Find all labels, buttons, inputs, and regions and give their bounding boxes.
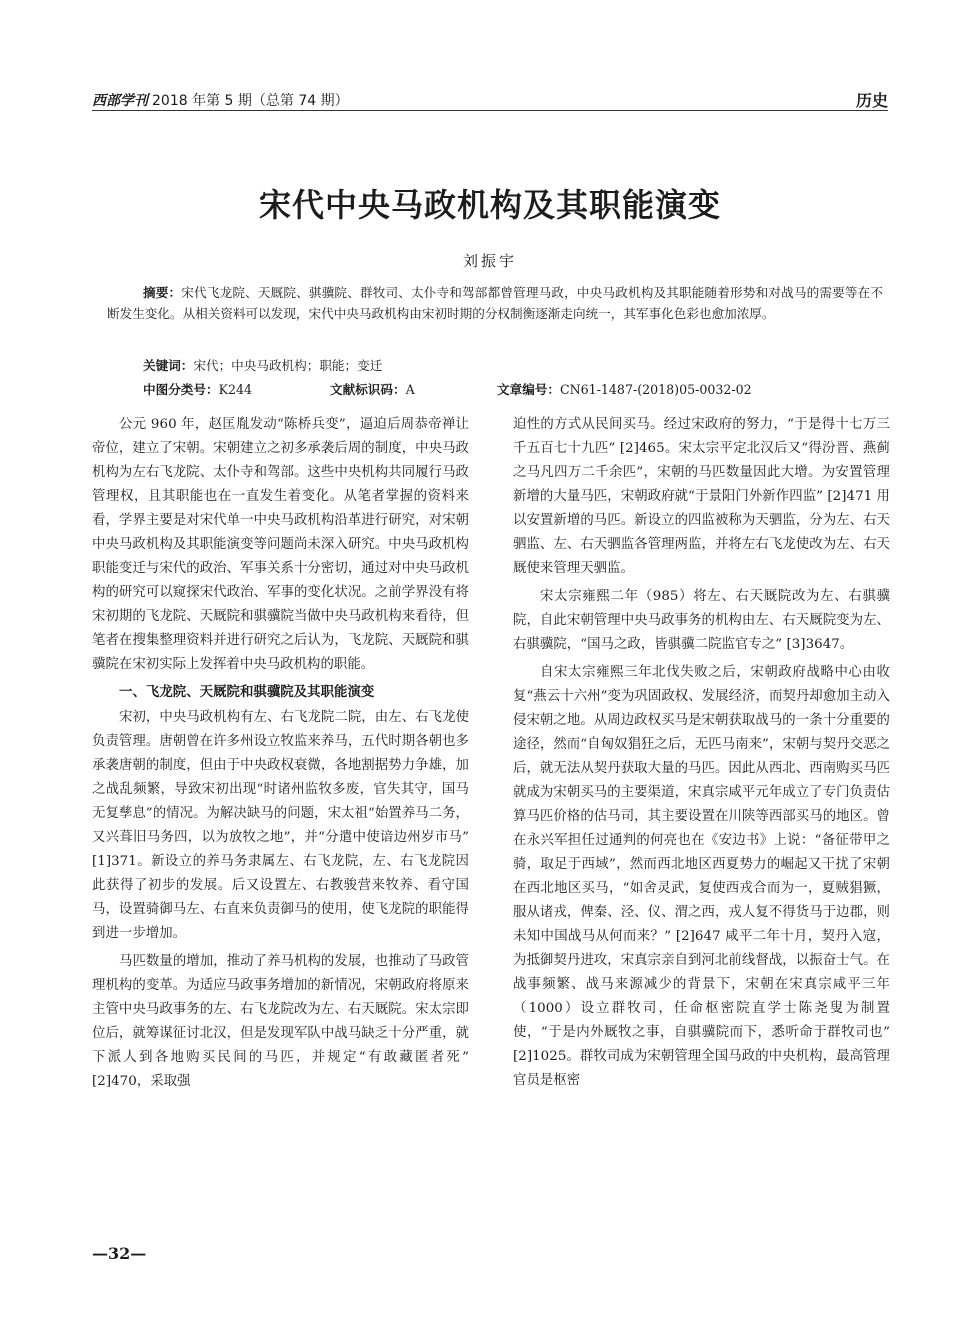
article-number-label: 文章编号： bbox=[497, 382, 560, 397]
keywords bbox=[143, 355, 382, 374]
abstract-label: 摘要： bbox=[143, 285, 182, 300]
document-code-label: 文献标识码： bbox=[330, 382, 406, 397]
paragraph: 宋太宗雍熙二年（985）将左、右天厩院改为左、右骐骥院，自此宋朝管理中央马政事务的机构由左、右天厩院变为左、右骐骥院，“国马之政，皆骐骥二院监官专之” [3]3647。 bbox=[513, 589, 890, 652]
page-number: —32— bbox=[92, 1244, 147, 1263]
section-heading: 一、飞龙院、天厩院和骐骥院及其职能演变 bbox=[119, 685, 375, 700]
clc-number bbox=[143, 379, 252, 398]
left-column bbox=[92, 413, 469, 1098]
paragraph: 马匹数量的增加，推动了养马机构的发展，也推动了马政管理机构的变革。为适应马政事务增加的新情况，宋朝政府将原来主管中央马政事务的左、右飞龙院改为左、右天厩院。宋太宗即位后，就筹谋征讨北汉，但是发现军队中战马缺乏十分严重，就下派人到各地购买民间的马匹，并规定“有敢藏匿者死” [2]470，采取强 bbox=[92, 954, 469, 1089]
right-column bbox=[513, 413, 890, 1097]
paragraph: 自宋太宗雍熙三年北伐失败之后，宋朝政府战略中心由收复“燕云十六州”变为巩固政权、发展经济，而契丹却愈加主动入侵宋朝之地。从周边政权买马是宋朝获取战马的一条十分重要的途径，然而“自匈奴猖狂之后，无匹马南来”，宋朝与契丹交恶之后，就无法从契丹获取大量的马匹。因此从西北、西南购买马匹就成为宋朝买马的主要渠道，宋真宗咸平元年成立了专门负责估算马匹价格的估马司，其主要设置在川陕等西部买马的地区。曾在永兴军担任过通判的何亮也在《安边书》上说：“备征带甲之骑，取足于西域”，然而西北地区西夏势力的崛起又干扰了宋朝在西北地区买马，“如舍灵武，复使西戎合而为一，夏贼猖獗，服从诸戎，俾秦、泾、仪、渭之西，戎人复不得货马于边郡，则未知中国战马从何而来？” [2]647 咸平二年十月，契丹入寇，为抵御契丹进攻，宋真宗亲自到河北前线督战，以振奋士气。在战事频繁、战马来源减少的背景下，宋朝在宋真宗咸平三年（1000）设立群牧司，任命枢密院直学士陈尧叟为制置使，“于是内外厩牧之事，自骐骥院而下，悉听命于群牧司也” [2]1025。群牧司成为宋朝管理全国马政的中央机构，最高管理官员是枢密 bbox=[513, 665, 890, 1088]
paragraph-continued: 迫性的方式从民间买马。经过宋政府的努力，“于是得十七万三千五百七十九匹” [2]465。宋太宗平定北汉后又“得汾晋、燕蓟之马凡四万二千余匹”，宋朝的马匹数量因此大增。为安置管理新增的大量马匹，宋朝政府就“于景阳门外新作四监” [2]471 用以安置新增的马匹。新设立的四监被称为天驷监，分为左、右天驷监、左、右天驷监各管理两监，并将左右飞龙使改为左、右天厩使来管理天驷监。 bbox=[513, 417, 890, 576]
issue-info: 2018 年第 5 期（总第 74 期） bbox=[152, 93, 349, 109]
abstract-text: 宋代飞龙院、天厩院、骐骥院、群牧司、太仆寺和驾部都曾管理马政，中央马政机构及其职能随着形势和对战马的需要等在不断发生变化。从相关资料可以发现，宋代中央马政机构由宋初时期的分权制衡逐渐走向统一，其军事化色彩也愈加浓厚。 bbox=[107, 285, 884, 321]
paragraph: 宋初，中央马政机构有左、右飞龙院二院，由左、右飞龙使负责管理。唐朝曾在许多州设立牧监来养马，五代时期各朝也多承袭唐朝的制度，但由于中央政权衰微，各地割据势力争雄，加之战乱频繁，导致宋初出现“时诸州监牧多废，官失其守，国马无复孳息”的情况。为解决缺马的问题，宋太祖“始置养马二务，又兴葺旧马务四，以为放牧之地”，并“分遣中使谙边州岁市马” [1]371。新设立的养马务隶属左、右飞龙院，左、右飞龙院因此获得了初步的发展。后又设置左、右教骏营来牧养、看守国马，设置骑御马左、右直来负责御马的使用，使飞龙院的职能得到进一步增加。 bbox=[92, 710, 469, 941]
paragraph: 公元 960 年，赵匡胤发动“陈桥兵变”，逼迫后周恭帝禅让帝位，建立了宋朝。宋朝建立之初多承袭后周的制度，中央马政机构为左右飞龙院、太仆寺和驾部。这些中央机构共同履行马政管理权，且其职能也在一直发生着变化。从笔者掌握的资料来看，学界主要是对宋代单一中央马政机构沿革进行研究，对宋朝中央马政机构及其职能演变等问题尚未深入研究。中央马政机构职能变迁与宋代的政治、军事关系十分密切，通过对中央马政机构的研究可以窥探宋代政治、军事的变化状况。之前学界没有将宋初期的飞龙院、天厩院和骐骥院当做中央马政机构来看待，但笔者在搜集整理资料并进行研究之后认为，飞龙院、天厩院和骐骥院在宋初实际上发挥着中央马政机构的职能。 bbox=[92, 417, 469, 672]
journal-name: 西部学刊 bbox=[92, 93, 148, 109]
running-header bbox=[92, 90, 349, 110]
clc-value: K244 bbox=[218, 382, 253, 397]
abstract bbox=[107, 282, 883, 324]
section-label: 历史 bbox=[855, 91, 888, 110]
article-author: 刘振宇 bbox=[462, 252, 517, 270]
keywords-label: 关键词： bbox=[143, 358, 194, 373]
article-title: 宋代中央马政机构及其职能演变 bbox=[258, 186, 721, 224]
document-code-value: A bbox=[405, 382, 415, 397]
header-rule bbox=[92, 110, 888, 111]
keywords-text: 宋代；中央马政机构；职能；变迁 bbox=[193, 358, 383, 373]
article-number bbox=[497, 379, 752, 398]
document-code bbox=[330, 379, 415, 398]
article-number-value: CN61-1487-(2018)05-0032-02 bbox=[559, 382, 752, 397]
clc-label: 中图分类号： bbox=[143, 382, 219, 397]
